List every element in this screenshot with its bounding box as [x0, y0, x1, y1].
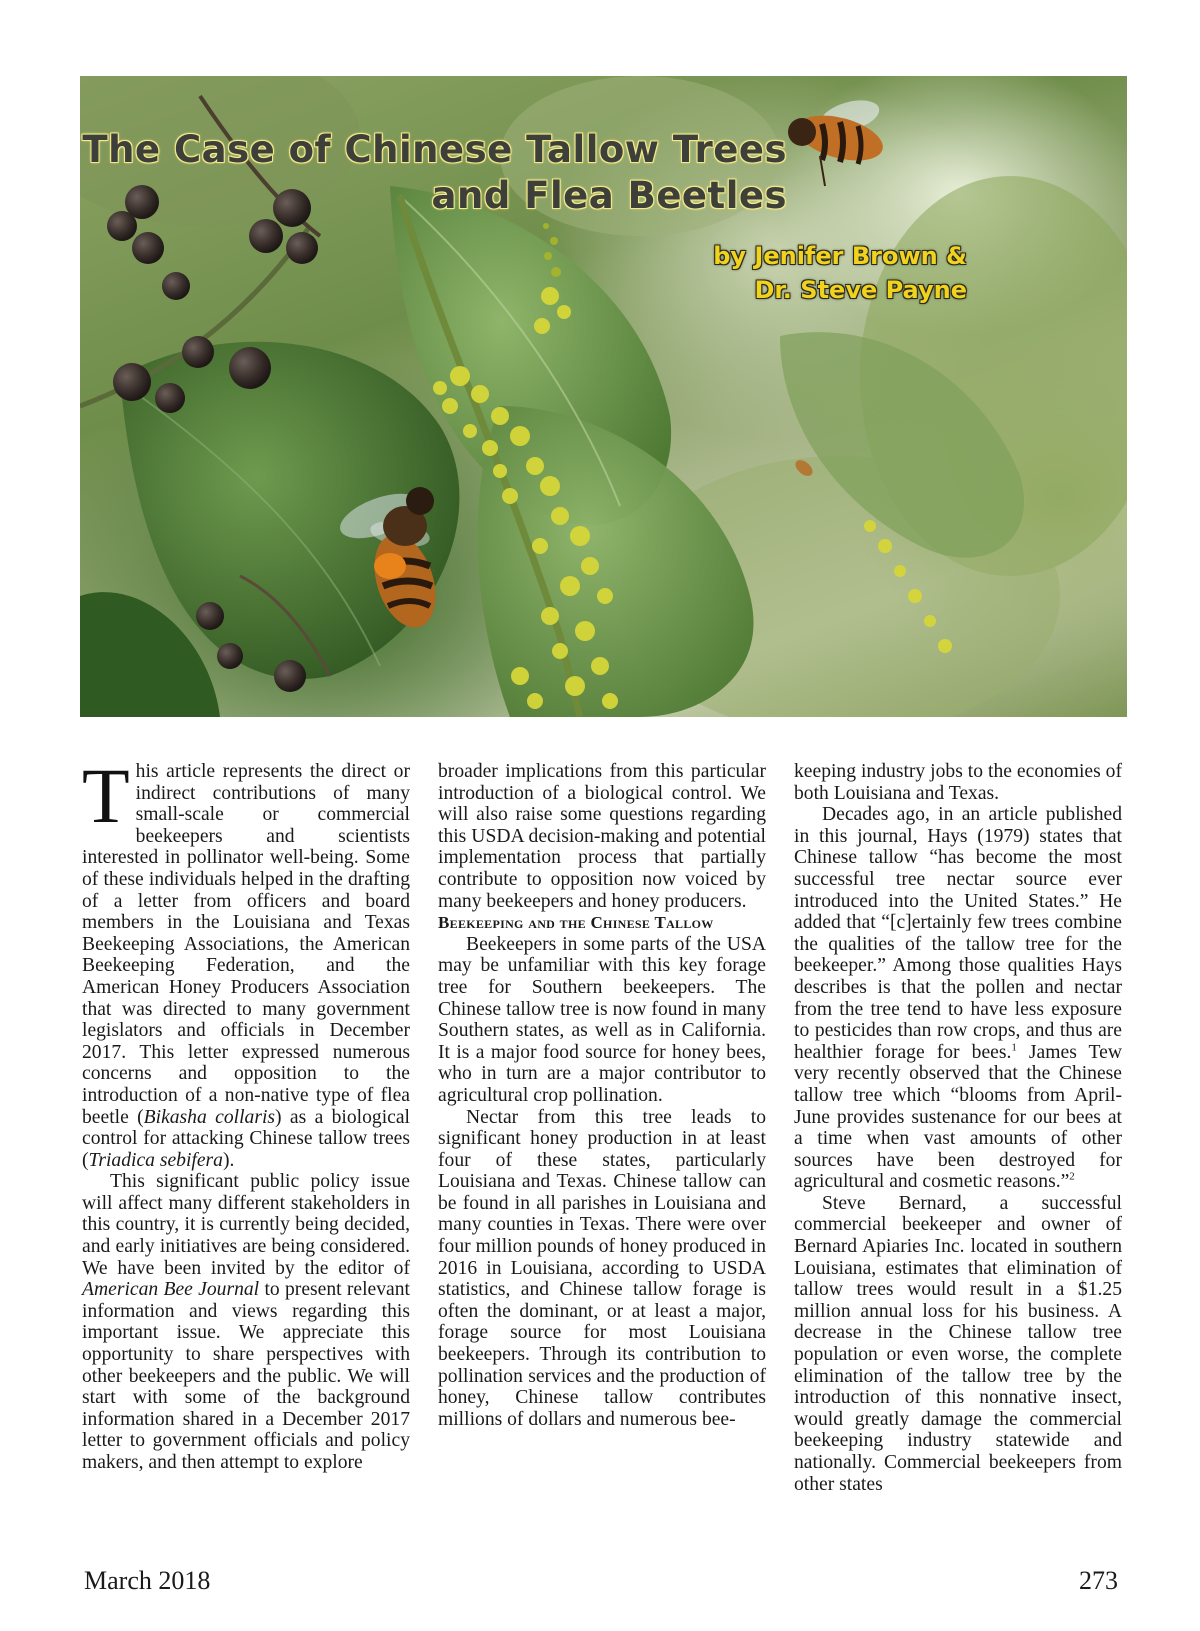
- page-number: 273: [1079, 1566, 1118, 1595]
- article-title-line-1: The Case of Chinese Tallow Trees: [82, 128, 787, 171]
- intro-text-end: ).: [222, 1149, 235, 1171]
- paragraph: [82, 1171, 410, 1473]
- species-name-beetle: Bikasha collaris: [143, 1106, 276, 1128]
- paragraph-text-continued: to present relevant information and views regarding this important issue. We appreciate this opportunity to share perspectives with other beekeepers and the public. We will start with some of the background information shared in a December 2017 letter to government officials and policy makers, and then attempt to explore: [82, 1279, 410, 1473]
- species-name-tree: Triadica sebifera: [88, 1149, 223, 1171]
- intro-text: his article represents the direct or indirect contributions of many small-scale or commercial beekeepers and scientists interested in pollinator well-being. Some of these individuals helped in the drafting of a letter from officers and board members in the Louisiana and Texas Beekeeping Associations, the American Beekeeping Federation, and the American Honey Producers Association that was directed to many government legislators and officials in December 2017. This letter expressed numerous concerns and opposition to the introduction of a non-native type of flea beetle (: [82, 761, 410, 1128]
- article-column-1: [82, 752, 410, 1474]
- flying-honeybee: [788, 95, 888, 186]
- intro-paragraph: [82, 752, 410, 1171]
- issue-date: March 2018: [84, 1566, 211, 1595]
- paragraph: Beekeepers in some parts of the USA may be unfamiliar with this key forage tree for Southern beekeepers. The Chinese tallow tree is now found in many Southern states, as well as in California. It is a major food source for honey bees, who in turn are a major contributor to agricultural crop pollination.: [438, 933, 766, 1106]
- article-title-line-2: and Flea Beetles: [431, 174, 787, 217]
- paragraph: broader implications from this particular introduction of a biological control. We will also raise some questions regarding this USDA decision-making and potential implementation process that partially contribute to opposition now voiced by many beekeepers and honey producers.: [438, 761, 766, 912]
- paragraph-text: Decades ago, in an article published in this journal, Hays (1979) states that Chinese tallow “has become the most successful tree nectar source ever introduced into the United States.” He added that “[c]ertainly few trees combine the qualities of the tallow tree for the beekeeper.” Among those qualities Hays describes is that the pollen and nectar from the tree tend to have less exposure to pesticides than row crops, and thus are healthier forage for bees.: [794, 804, 1122, 1063]
- paragraph-text-continued: James Tew very recently observed that the Chinese tallow tree which “blooms from April-June provides sustenance for our bees at a time when vast amounts of other sources have been destroyed for agricultural and cosmetic reasons.”: [794, 1041, 1122, 1193]
- footnote-ref: 1: [1011, 1041, 1017, 1054]
- intro-text-mid: ) as a biological control for attacking Chinese tallow trees (: [82, 1106, 410, 1171]
- paragraph: Steve Bernard, a successful commercial beekeeper and owner of Bernard Apiaries Inc. located in southern Louisiana, estimates that elimination of tallow trees would result in a $1.25 million annual loss for his business. A decrease in the Chinese tallow tree population or even worse, the complete elimination of the tallow tree by the introduction of this nonnative insect, would greatly damage the commercial beekeeping industry statewide and nationally. Commercial beekeepers from other states: [794, 1192, 1122, 1495]
- paragraph: [794, 804, 1122, 1193]
- drop-cap: T: [82, 752, 130, 839]
- tallow-tree-bee-illustration: [80, 76, 1127, 717]
- hero-photo: [80, 76, 1127, 717]
- article-column-2: [438, 761, 766, 1430]
- section-subhead: Beekeeping and the Chinese Tallow: [438, 913, 714, 933]
- byline-line-2: Dr. Steve Payne: [754, 276, 967, 304]
- byline-line-1: by Jenifer Brown &: [713, 242, 967, 270]
- journal-name: American Bee Journal: [82, 1279, 260, 1301]
- paragraph: keeping industry jobs to the economies of both Louisiana and Texas.: [794, 761, 1122, 804]
- paragraph-text: This significant public policy issue will affect many different stakeholders in this country, it is currently being decided, and early initiatives are being considered. We have been invited by the editor of: [82, 1171, 410, 1279]
- paragraph: Nectar from this tree leads to significant honey production in at least four of these states, particularly Louisiana and Texas. Chinese tallow can be found in all parishes in Louisiana and many counties in Texas. There were over four million pounds of honey produced in 2016 in Louisiana, according to USDA statistics, and Chinese tallow forage is often the dominant, or at least a major, forage source for most Louisiana beekeepers. Through its contribution to pollination services and the production of honey, Chinese tallow contributes millions of dollars and numerous bee-: [438, 1106, 766, 1430]
- article-column-3: [794, 761, 1122, 1495]
- footnote-ref: 2: [1069, 1170, 1075, 1183]
